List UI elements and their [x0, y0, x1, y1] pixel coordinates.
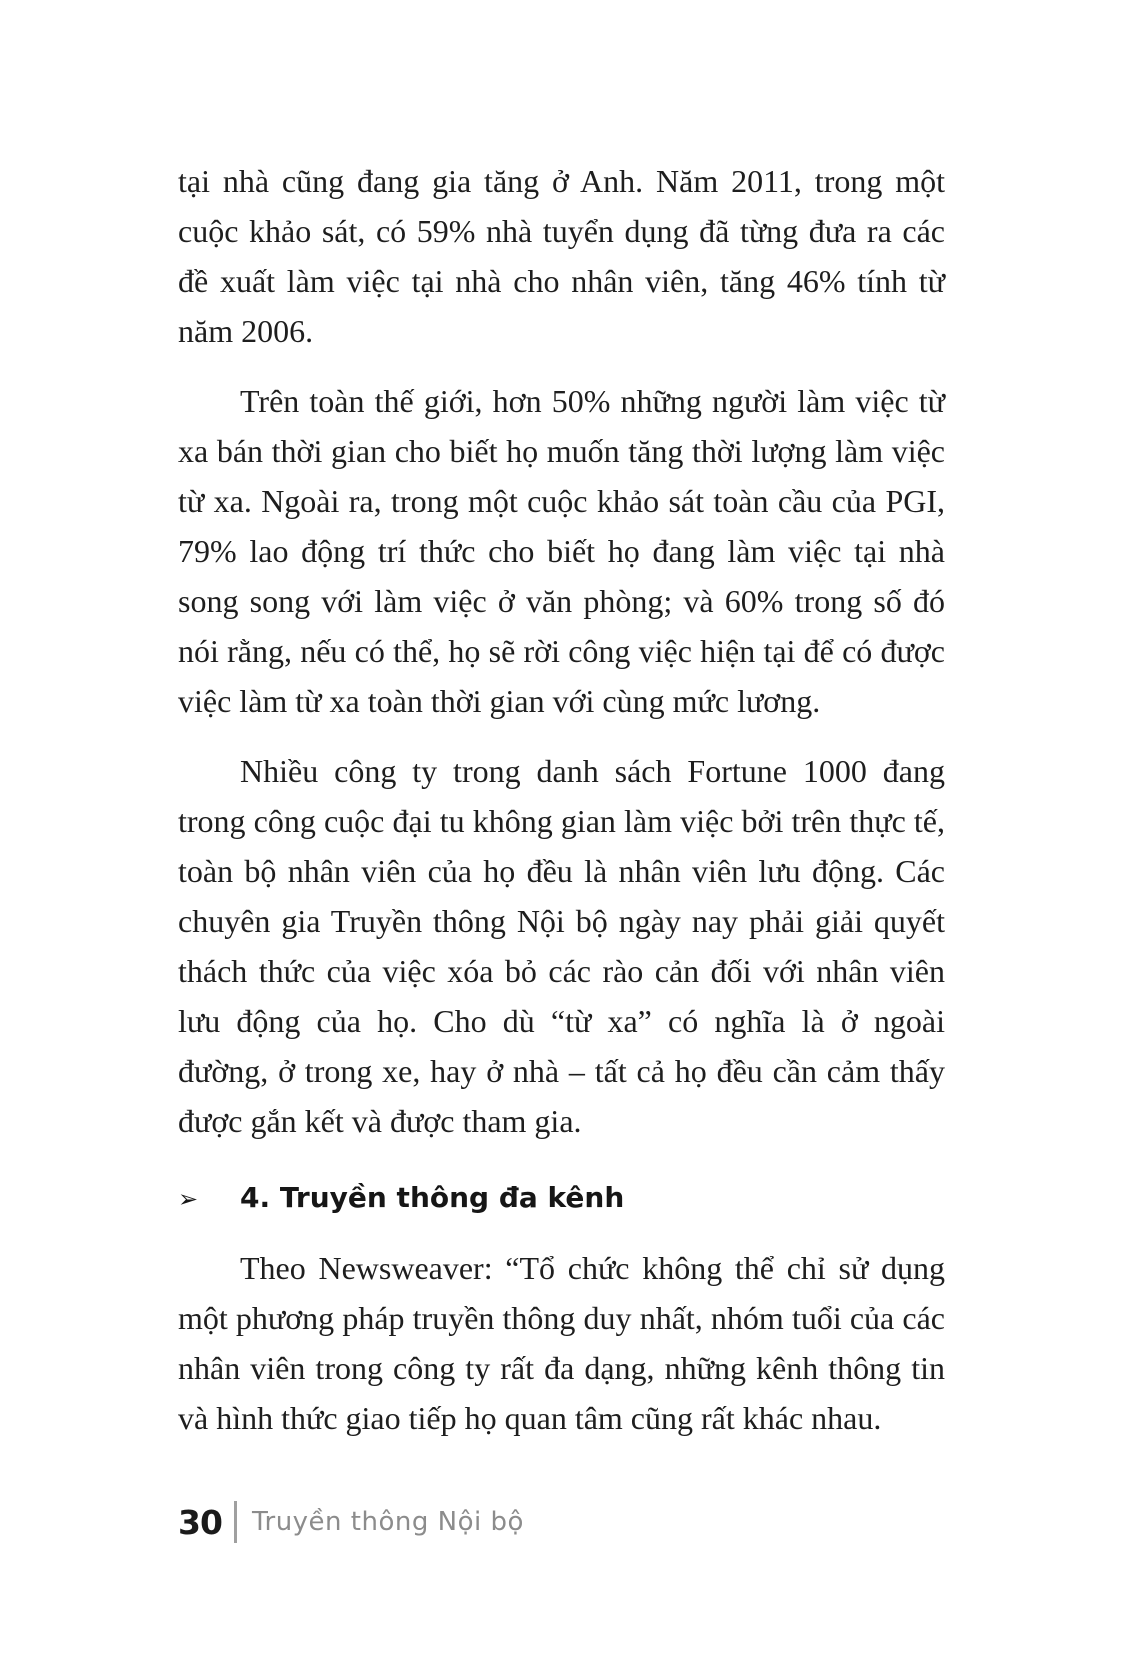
book-title: Truyền thông Nội bộ	[251, 1507, 524, 1537]
paragraph-fortune-1000: Nhiều công ty trong danh sách Fortune 1000 đang trong công cuộc đại tu không gian làm việc bởi trên thực tế, toàn bộ nhân viên của họ đều là nhân viên lưu động. Các chuyên gia Truyền thông Nội bộ ngày nay phải giải quyết thách thức của việc xóa bỏ các rào cản đối với nhân viên lưu động của họ. Cho dù “từ xa” có nghĩa là ở ngoài đường, ở trong xe, hay ở nhà – tất cả họ đều cần cảm thấy được gắn kết và được tham gia.	[178, 753, 945, 1139]
page-body	[178, 156, 945, 1463]
paragraph-telework-uk: tại nhà cũng đang gia tăng ở Anh. Năm 2011, trong một cuộc khảo sát, có 59% nhà tuyển dụng đã từng đưa ra các đề xuất làm việc tại nhà cho nhân viên, tăng 46% tính từ năm 2006.	[178, 163, 945, 349]
paragraph-global-remote-survey: Trên toàn thế giới, hơn 50% những người làm việc từ xa bán thời gian cho biết họ muốn tăng thời lượng làm việc từ xa. Ngoài ra, trong một cuộc khảo sát toàn cầu của PGI, 79% lao động trí thức cho biết họ đang làm việc tại nhà song song với làm việc ở văn phòng; và 60% trong số đó nói rằng, nếu có thể, họ sẽ rời công việc hiện tại để có được việc làm từ xa toàn thời gian với cùng mức lương.	[178, 383, 945, 719]
arrow-bullet-icon: ➢	[178, 1185, 199, 1213]
paragraph-newsweaver-quote: Theo Newsweaver: “Tổ chức không thể chỉ sử dụng một phương pháp truyền thông duy nhất, nhóm tuổi của các nhân viên trong công ty rất đa dạng, những kênh thông tin và hình thức giao tiếp họ quan tâm cũng rất khác nhau.	[178, 1250, 945, 1436]
footer-divider	[234, 1501, 237, 1543]
section-heading	[178, 1178, 945, 1219]
page-footer	[178, 1498, 524, 1546]
section-heading-text: 4. Truyền thông đa kênh	[240, 1181, 625, 1214]
page-number: 30	[178, 1502, 222, 1542]
